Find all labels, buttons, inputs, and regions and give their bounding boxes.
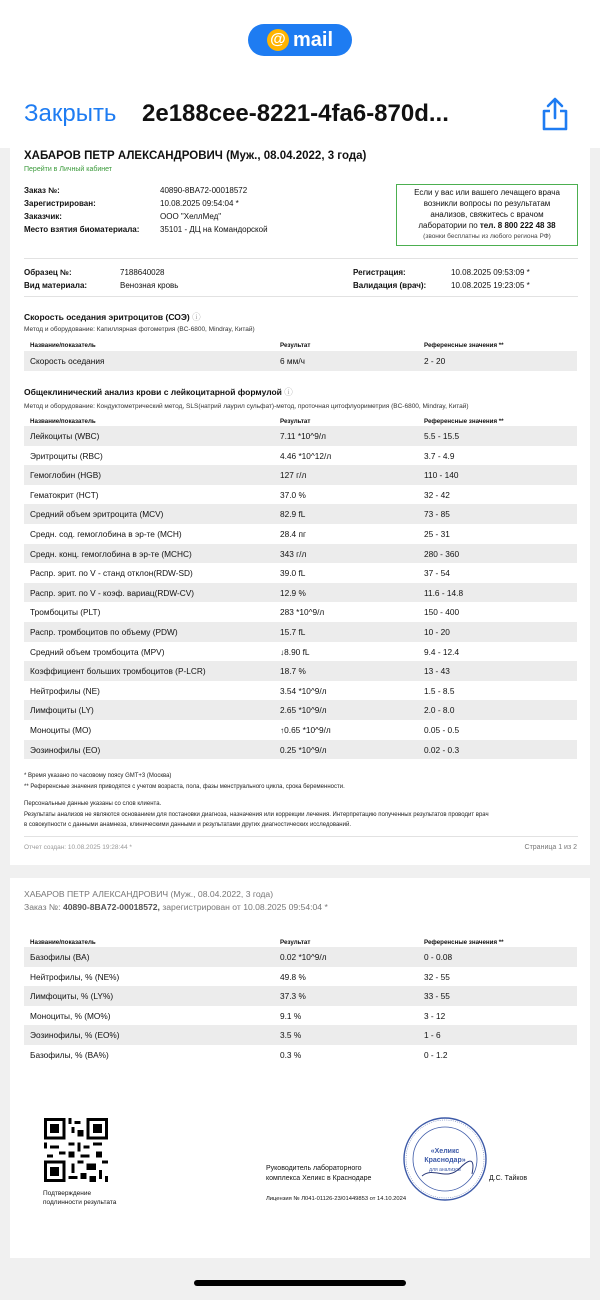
table-row — [24, 465, 577, 485]
order-number: 40890-8BA72-00018572, — [62, 902, 160, 912]
home-indicator[interactable] — [194, 1280, 406, 1286]
signer-name: Д.С. Тайков — [489, 1175, 528, 1182]
test-result: 49.8 % — [280, 971, 306, 982]
table-row — [24, 622, 577, 642]
footnote-tz: * Время указано по часовому поясу GMT+3 (Москва) — [24, 773, 172, 779]
test-reference: 33 - 55 — [424, 991, 450, 1002]
test-result: 15.7 fL — [280, 627, 306, 637]
table-row — [24, 661, 577, 681]
test-name: Распр. тромбоцитов по объему (PDW) — [30, 627, 178, 637]
brand-label: mail — [292, 28, 334, 51]
svg-text:Краснодар»: Краснодар» — [424, 1157, 466, 1164]
table-row — [24, 720, 577, 740]
test-result: 12.9 % — [280, 587, 306, 598]
share-icon[interactable] — [540, 96, 570, 132]
test-reference: 2.0 - 8.0 — [424, 705, 455, 716]
sample-field-label: Валидация (врач): — [353, 281, 427, 290]
table-row — [24, 426, 577, 446]
patient-header: ХАБАРОВ ПЕТР АЛЕКСАНДРОВИЧ (Муж., 08.04.2022, 3 года) — [24, 889, 274, 899]
order-field-value: ООО "ХеллМед" — [160, 212, 222, 221]
sample-field-value: 7188640028 — [120, 268, 165, 277]
test-result: 0.25 *10^9/л — [280, 744, 327, 755]
test-result: ↓8.90 fL — [280, 646, 310, 657]
close-button[interactable]: Закрыть — [24, 100, 117, 127]
personal-cabinet-link[interactable]: Перейти в Личный кабинет — [24, 166, 113, 173]
table-row — [24, 967, 577, 987]
cbc-method: Метод и оборудование: Кондуктометрический метод, SLS(натрий лаурил сульфат)-метод, проточная цитофлуориметрия (BC-6800, Mindray, Китай) — [24, 403, 469, 410]
page-number: Страница 1 из 2 — [524, 844, 577, 851]
lab-stamp — [402, 1116, 488, 1202]
test-name: Гематокрит (HCT) — [30, 489, 99, 500]
order-field-label: Заказчик: — [24, 212, 62, 221]
cbc-title — [24, 386, 293, 398]
test-name: Лейкоциты (WBC) — [30, 431, 100, 441]
table-row — [24, 504, 577, 524]
table-row — [24, 681, 577, 701]
svg-text:«Хеликс: «Хеликс — [430, 1148, 460, 1155]
test-result: 0.3 % — [280, 1050, 302, 1060]
test-result: 0.02 *10^9/л — [280, 952, 327, 962]
test-result: 283 *10^9/л — [280, 607, 325, 618]
table-row — [24, 602, 577, 622]
test-reference: 10 - 20 — [424, 627, 450, 637]
order-prefix: Заказ №: — [24, 902, 61, 912]
test-reference: 13 - 43 — [424, 666, 450, 677]
lab-phone[interactable]: тел. 8 800 222 48 38 — [479, 221, 556, 230]
footnote-personal: Персональные данные указаны со слов клиента. — [24, 801, 162, 807]
cbc-title-text: Общеклинический анализ крови с лейкоцитарной формулой — [24, 387, 282, 397]
test-result: 127 г/л — [280, 470, 307, 481]
table-row — [24, 524, 577, 544]
footnote-disclaimer: Результаты анализов не являются основанием для постановки диагноза, назначения или коррекции лечения. Интерпретацию полученных результатов проводит врач — [24, 812, 489, 818]
test-result: 3.54 *10^9/л — [280, 685, 327, 696]
test-reference: 3 - 12 — [424, 1010, 446, 1021]
order-field-label: Место взятия биоматериала: — [24, 225, 140, 234]
test-name: Базофилы (BA) — [30, 952, 90, 962]
test-name: Базофилы, % (BA%) — [30, 1050, 109, 1060]
notice-small: (звонки бесплатны из любого региона РФ) — [423, 233, 551, 240]
test-name: Моноциты, % (MO%) — [30, 1010, 111, 1021]
esr-title-text: Скорость оседания эритроцитов (СОЭ) — [24, 312, 190, 322]
mail-logo[interactable] — [248, 24, 352, 56]
test-name: Лимфоциты, % (LY%) — [30, 991, 114, 1002]
test-name: Средн. конц. гемоглобина в эр-те (MCHC) — [30, 548, 192, 559]
test-result: 6 мм/ч — [280, 356, 305, 366]
patient-header: ХАБАРОВ ПЕТР АЛЕКСАНДРОВИЧ (Муж., 08.04.2022, 3 года) — [24, 150, 367, 162]
table-row — [24, 1006, 577, 1026]
table-row — [24, 544, 577, 564]
test-reference: 0 - 1.2 — [424, 1050, 448, 1060]
table-row — [24, 740, 577, 760]
report-page-2 — [10, 878, 590, 1258]
table-row — [24, 642, 577, 662]
test-result: 9.1 % — [280, 1010, 302, 1021]
notice-line: анализов, свяжитесь с врачом — [430, 210, 544, 219]
order-field-label: Зарегистрирован: — [24, 199, 96, 208]
info-icon[interactable]: ⓘ — [192, 312, 201, 322]
order-field-value: 40890-8BA72-00018572 — [160, 186, 248, 195]
col-header-name: Название/показатель — [30, 342, 96, 349]
col-header-ref: Референсные значения ** — [424, 342, 504, 349]
order-field-value: 10.08.2025 09:54:04 * — [160, 199, 239, 208]
test-name: Средний объем эритроцита (MCV) — [30, 509, 164, 520]
notice-prefix: лаборатории по — [418, 221, 480, 230]
test-reference: 5.5 - 15.5 — [424, 431, 460, 441]
info-icon[interactable]: ⓘ — [284, 387, 293, 397]
test-reference: 2 - 20 — [424, 356, 446, 366]
test-reference: 3.7 - 4.9 — [424, 450, 455, 461]
table-row — [24, 947, 577, 967]
test-reference: 0 - 0.08 — [424, 952, 453, 962]
footnote-disclaimer: в совокупности с данными анамнеза, клиническими данными и результатами других диагностических исследований. — [24, 822, 351, 828]
test-name: Эозинофилы (EO) — [30, 744, 101, 755]
test-name: Эритроциты (RBC) — [30, 450, 103, 461]
divider — [24, 258, 578, 259]
col-header-ref: Референсные значения ** — [424, 939, 504, 946]
license: Лицензия № Л041-01126-23/01449853 от 14.10.2024 — [266, 1196, 407, 1202]
contact-notice — [396, 184, 578, 246]
test-name: Средн. сод. гемоглобина в эр-те (MCH) — [30, 529, 182, 539]
table-row — [24, 986, 577, 1006]
col-header-result: Результат — [280, 418, 311, 425]
test-name: Лимфоциты (LY) — [30, 705, 94, 716]
test-result: 7.11 *10^9/л — [280, 431, 326, 441]
test-result: 37.0 % — [280, 489, 306, 500]
qr-caption: Подтверждение — [43, 1190, 92, 1197]
report-created: Отчет создан: 10.08.2025 19:28:44 * — [24, 844, 132, 851]
test-result: 39.0 fL — [280, 568, 306, 579]
sample-field-label: Вид материала: — [24, 281, 88, 290]
test-reference: 1 - 6 — [424, 1030, 441, 1041]
test-name: Гемоглобин (HGB) — [30, 470, 102, 481]
test-reference: 1.5 - 8.5 — [424, 685, 455, 696]
test-reference: 110 - 140 — [424, 470, 459, 481]
test-reference: 37 - 54 — [424, 568, 450, 579]
test-name: Тромбоциты (PLT) — [30, 607, 101, 618]
sample-field-label: Регистрация: — [353, 268, 406, 277]
test-result: 3.5 % — [280, 1030, 302, 1041]
test-reference: 11.6 - 14.8 — [424, 587, 464, 598]
qr-code[interactable] — [44, 1118, 108, 1182]
test-reference: 0.05 - 0.5 — [424, 725, 460, 735]
sample-field-value: 10.08.2025 09:53:09 * — [451, 268, 530, 277]
test-result: 4.46 *10^12/л — [280, 450, 332, 461]
lab-head-title: комплекса Хеликс в Краснодаре — [266, 1175, 372, 1182]
divider — [24, 296, 578, 297]
col-header-name: Название/показатель — [30, 939, 96, 946]
test-result: 343 г/л — [280, 548, 307, 559]
test-result: 82.9 fL — [280, 509, 306, 520]
divider — [24, 836, 578, 837]
order-field-value: 35101 - ДЦ на Командорской — [160, 225, 268, 234]
test-name: Нейтрофилы (NE) — [30, 685, 100, 696]
test-name: Средний объем тромбоцита (MPV) — [30, 646, 165, 657]
table-row — [24, 446, 577, 466]
test-name: Скорость оседания — [30, 356, 105, 366]
test-reference: 25 - 31 — [424, 529, 450, 539]
lab-head-title: Руководитель лабораторного — [266, 1165, 362, 1172]
test-result: 2.65 *10^9/л — [280, 705, 327, 716]
test-reference: 32 - 55 — [424, 971, 450, 982]
test-name: Эозинофилы, % (EO%) — [30, 1030, 120, 1041]
qr-caption: подлинности результата — [43, 1199, 117, 1206]
order-field-label: Заказ №: — [24, 186, 60, 195]
test-reference: 280 - 360 — [424, 548, 460, 559]
test-reference: 32 - 42 — [424, 489, 450, 500]
test-result: 37.3 % — [280, 991, 306, 1002]
table-row — [24, 1025, 577, 1045]
sample-field-label: Образец №: — [24, 268, 72, 277]
col-header-result: Результат — [280, 342, 311, 349]
order-registered: зарегистрирован от 10.08.2025 09:54:04 * — [162, 902, 328, 912]
col-header-name: Название/показатель — [30, 418, 96, 425]
table-row — [24, 563, 577, 583]
test-name: Распр. эрит. по V - коэф. вариац(RDW-CV) — [30, 587, 195, 598]
table-row — [24, 583, 577, 603]
test-name: Коэффициент больших тромбоцитов (P-LCR) — [30, 666, 206, 677]
esr-method: Метод и оборудование: Капиллярная фотометрия (BC-6800, Mindray, Китай) — [24, 326, 255, 333]
report-page-1 — [10, 148, 590, 865]
table-row — [24, 485, 577, 505]
footnote-ref: ** Референсные значения приводятся с учетом возраста, пола, фазы менструального цикла, срока беременности. — [24, 784, 345, 790]
test-reference: 73 - 85 — [424, 509, 450, 520]
notice-line: Если у вас или вашего лечащего врача — [414, 188, 560, 197]
test-result: ↑0.65 *10^9/л — [280, 725, 331, 735]
app-header — [0, 0, 600, 148]
table-row — [24, 700, 577, 720]
test-name: Распр. эрит. по V - станд отклон(RDW-SD) — [30, 568, 193, 579]
sample-field-value: Венозная кровь — [120, 281, 179, 290]
notice-line — [397, 220, 577, 231]
svg-text:для анализов: для анализов — [429, 1167, 461, 1173]
test-result: 28.4 пг — [280, 529, 306, 539]
sample-field-value: 10.08.2025 19:23:05 * — [451, 281, 530, 290]
table-row — [24, 351, 577, 371]
table-row — [24, 1045, 577, 1065]
test-reference: 0.02 - 0.3 — [424, 744, 460, 755]
order-line — [24, 902, 328, 912]
at-icon: @ — [267, 29, 289, 51]
test-reference: 150 - 400 — [424, 607, 460, 618]
esr-title — [24, 311, 201, 323]
test-name: Моноциты (MO) — [30, 725, 92, 735]
test-reference: 9.4 - 12.4 — [424, 646, 460, 657]
col-header-result: Результат — [280, 939, 311, 946]
notice-line: возникли вопросы по результатам — [423, 199, 551, 208]
test-name: Нейтрофилы, % (NE%) — [30, 971, 120, 982]
document-title: 2e188cee-8221-4fa6-870d... — [142, 100, 449, 127]
test-result: 18.7 % — [280, 666, 306, 677]
col-header-ref: Референсные значения ** — [424, 418, 504, 425]
